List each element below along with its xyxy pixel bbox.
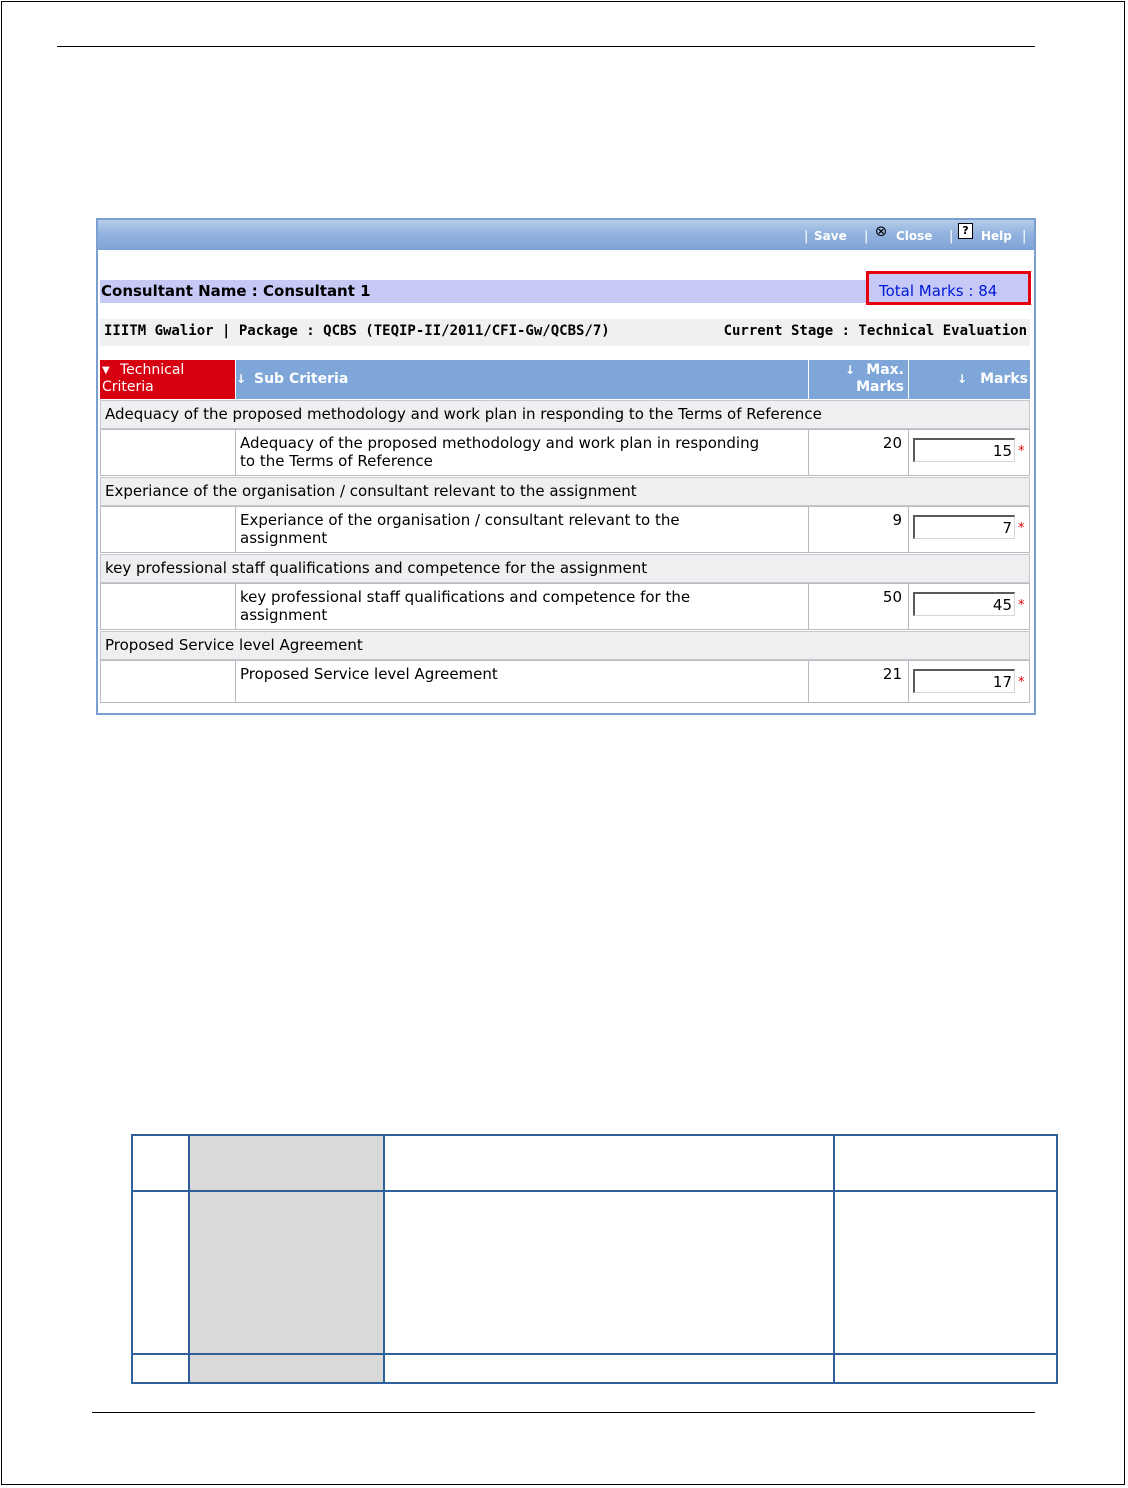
table-border	[131, 1190, 1058, 1192]
table-border	[131, 1134, 1058, 1136]
criteria-cell	[100, 660, 236, 703]
criteria-group-row	[100, 554, 1030, 583]
sub-criteria-text: Experiance of the organisation / consultant relevant to the assignment	[240, 511, 680, 547]
table-border	[131, 1134, 133, 1384]
required-marker: *	[1018, 444, 1025, 459]
sub-criteria-cell	[235, 429, 809, 476]
package-bar	[100, 319, 1030, 346]
sort-icon: ↓	[845, 363, 856, 377]
sub-criteria-cell	[235, 506, 809, 553]
sort-desc-icon: ▼	[102, 365, 110, 376]
column-header-label: Marks	[856, 379, 904, 395]
marks-cell	[908, 506, 1030, 553]
max-marks-value: 9	[892, 511, 902, 529]
sub-criteria-cell	[235, 660, 809, 703]
toolbar-separator: |	[1022, 229, 1027, 244]
shaded-column	[189, 1136, 383, 1382]
column-header-label: Sub Criteria	[254, 371, 349, 387]
total-marks: Total Marks : 84	[879, 282, 998, 300]
marks-input[interactable]	[913, 438, 1015, 462]
column-header-label: Marks	[980, 371, 1028, 387]
column-header-label: Technical Criteria	[102, 362, 185, 395]
table-border	[1056, 1134, 1058, 1384]
max-marks-value: 21	[882, 665, 902, 683]
marks-cell	[908, 660, 1030, 703]
current-stage: Current Stage : Technical Evaluation	[723, 323, 1027, 339]
table-border	[833, 1134, 835, 1384]
sub-criteria-text: key professional staff qualifications and competence for the assignment	[240, 588, 691, 624]
column-header-max-marks[interactable]	[809, 360, 908, 399]
toolbar-separator: |	[949, 229, 954, 244]
column-header-sub-criteria[interactable]	[236, 360, 808, 399]
marks-input[interactable]	[913, 592, 1015, 616]
help-icon[interactable]: ?	[958, 223, 973, 239]
criteria-cell	[100, 583, 236, 630]
marks-cell	[908, 583, 1030, 630]
package-info: IIITM Gwalior | Package : QCBS (TEQIP-II/2011/CFI-Gw/QCBS/7)	[104, 323, 610, 339]
column-header-marks[interactable]	[909, 360, 1030, 399]
marks-input[interactable]	[913, 515, 1015, 539]
required-marker: *	[1018, 521, 1025, 536]
criteria-cell	[100, 506, 236, 553]
marks-cell	[908, 429, 1030, 476]
table-border	[383, 1134, 385, 1384]
sub-criteria-row	[100, 660, 1030, 703]
column-header-technical-criteria[interactable]	[100, 360, 235, 399]
total-marks-highlight	[866, 271, 1031, 305]
column-header-label: Max.	[866, 362, 904, 378]
criteria-title: Proposed Service level Agreement	[105, 636, 363, 654]
required-marker: *	[1018, 598, 1025, 613]
sort-icon: ↓	[236, 372, 247, 386]
header-rule	[57, 46, 1035, 47]
sub-criteria-cell	[235, 583, 809, 630]
sort-icon: ↓	[957, 372, 968, 386]
toolbar-separator: |	[804, 229, 809, 244]
save-button[interactable]: Save	[814, 229, 847, 243]
required-marker: *	[1018, 675, 1025, 690]
table-border	[131, 1353, 1058, 1355]
criteria-title: Adequacy of the proposed methodology and work plan in responding to the Terms of Reference	[105, 405, 822, 423]
max-marks-cell	[808, 506, 909, 553]
sub-criteria-row	[100, 429, 1030, 476]
close-icon[interactable]: ⊗	[874, 222, 888, 240]
sub-criteria-text: Adequacy of the proposed methodology and work plan in responding to the Terms of Reference	[240, 434, 760, 470]
help-button[interactable]: Help	[981, 229, 1012, 243]
table-border	[131, 1382, 1058, 1384]
criteria-title: Experiance of the organisation / consultant relevant to the assignment	[105, 482, 637, 500]
max-marks-cell	[808, 583, 909, 630]
consultant-name: Consultant Name : Consultant 1	[101, 282, 371, 300]
criteria-group-row	[100, 477, 1030, 506]
sub-criteria-row	[100, 583, 1030, 630]
footer-rule	[92, 1412, 1035, 1413]
max-marks-cell	[808, 429, 909, 476]
max-marks-value: 20	[882, 434, 902, 452]
document-table	[131, 1134, 1058, 1384]
criteria-group-row	[100, 400, 1030, 429]
sub-criteria-row	[100, 506, 1030, 553]
criteria-group-row	[100, 631, 1030, 660]
sub-criteria-text: Proposed Service level Agreement	[240, 665, 498, 683]
marks-input[interactable]	[913, 669, 1015, 693]
evaluation-window	[96, 218, 1036, 715]
close-button[interactable]: Close	[896, 229, 933, 243]
criteria-title: key professional staff qualifications and competence for the assignment	[105, 559, 648, 577]
criteria-cell	[100, 429, 236, 476]
toolbar	[98, 220, 1034, 250]
max-marks-cell	[808, 660, 909, 703]
toolbar-separator: |	[864, 229, 869, 244]
max-marks-value: 50	[882, 588, 902, 606]
table-border	[188, 1134, 190, 1384]
